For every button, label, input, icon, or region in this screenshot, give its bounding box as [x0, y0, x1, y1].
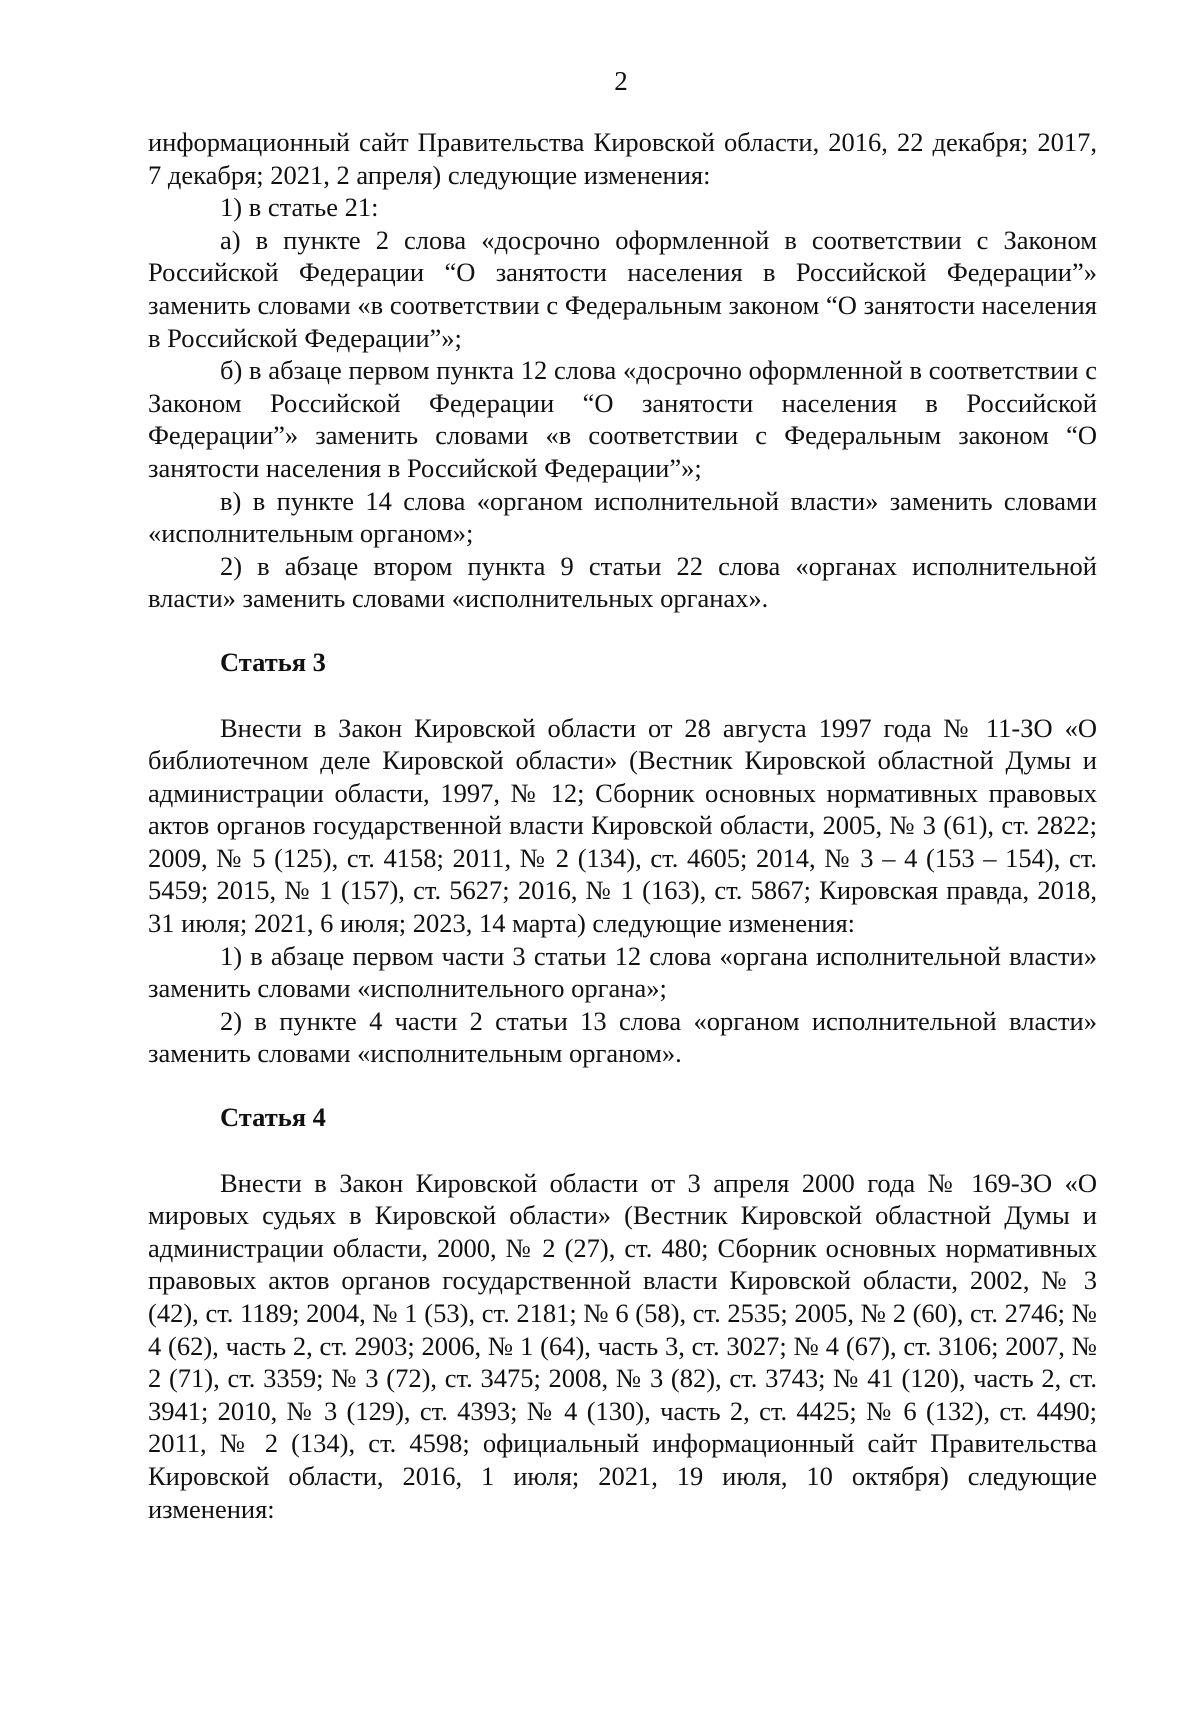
page-number: 2	[614, 66, 628, 96]
article-4-heading: Статья 4	[220, 1102, 326, 1133]
paragraph: 1) в абзаце первом части 3 статьи 12 слова «органа исполнительной власти» заменить словами «исполнительного органа»;	[148, 940, 1097, 1004]
paragraph: Внести в Закон Кировской области от 3 апреля 2000 года № 169-ЗО «О мировых судьях в Кировской области» (Вестник Кировской областной Думы и администрации области, 2000, № 2 (27), ст. 480; Сборник основных нормативных правовых актов органов государственной власти Кировской области, 2002, № 3 (42), ст. 1189; 2004, № 1 (53), ст. 2181; № 6 (58), ст. 2535; 2005, № 2 (60), ст. 2746; № 4 (62), часть 2, ст. 2903; 2006, № 1 (64), часть 3, ст. 3027; № 4 (67), ст. 3106; 2007, № 2 (71), ст. 3359; № 3 (72), ст. 3475; 2008, № 3 (82), ст. 3743; № 41 (120), часть 2, ст. 3941; 2010, № 3 (129), ст. 4393; № 4 (130), часть 2, ст. 4425; № 6 (132), ст. 4490; 2011, № 2 (134), ст. 4598; официальный информационный сайт Правительства Кировской области, 2016, 1 июля; 2021, 19 июля, 10 октября) следующие изменения:	[148, 1167, 1097, 1524]
paragraph: Внести в Закон Кировской области от 28 августа 1997 года № 11-ЗО «О библиотечном деле Кировской области» (Вестник Кировской областной Думы и администрации области, 1997, № 12; Сборник основных нормативных правовых актов органов государственной власти Кировской области, 2005, № 3 (61), ст. 2822; 2009, № 5 (125), ст. 4158; 2011, № 2 (134), ст. 4605; 2014, № 3 – 4 (153 – 154), ст. 5459; 2015, № 1 (157), ст. 5627; 2016, № 1 (163), ст. 5867; Кировская правда, 2018, 31 июля; 2021, 6 июля; 2023, 14 марта) следующие изменения:	[148, 712, 1097, 939]
paragraph: 2) в абзаце втором пункта 9 статьи 22 слова «органах исполнительной власти» заменить словами «исполнительных органах».	[148, 550, 1097, 614]
paragraph: 2) в пункте 4 части 2 статьи 13 слова «органом исполнительной власти» заменить словами «исполнительным органом».	[148, 1005, 1097, 1069]
paragraph: а) в пункте 2 слова «досрочно оформленной в соответствии с Законом Российской Федерации “О занятости населения в Российской Федерации”» заменить словами «в соответствии с Федеральным законом “О занятости населения в Российской Федерации”»;	[148, 224, 1097, 353]
paragraph: информационный сайт Правительства Кировской области, 2016, 22 декабря; 2017, 7 декабря; 2021, 2 апреля) следующие изменения:	[148, 127, 1097, 190]
paragraph: 1) в статье 21:	[220, 192, 379, 223]
document-body	[148, 126, 1097, 1525]
paragraph: б) в абзаце первом пункта 12 слова «досрочно оформленной в соответствии с Законом Российской Федерации “О занятости населения в Российской Федерации”» заменить словами «в соответствии с Федеральным законом “О занятости населения в Российской Федерации”»;	[148, 355, 1097, 483]
paragraph: в) в пункте 14 слова «органом исполнительной власти» заменить словами «исполнительным органом»;	[148, 485, 1097, 549]
article-3-heading: Статья 3	[220, 646, 326, 677]
